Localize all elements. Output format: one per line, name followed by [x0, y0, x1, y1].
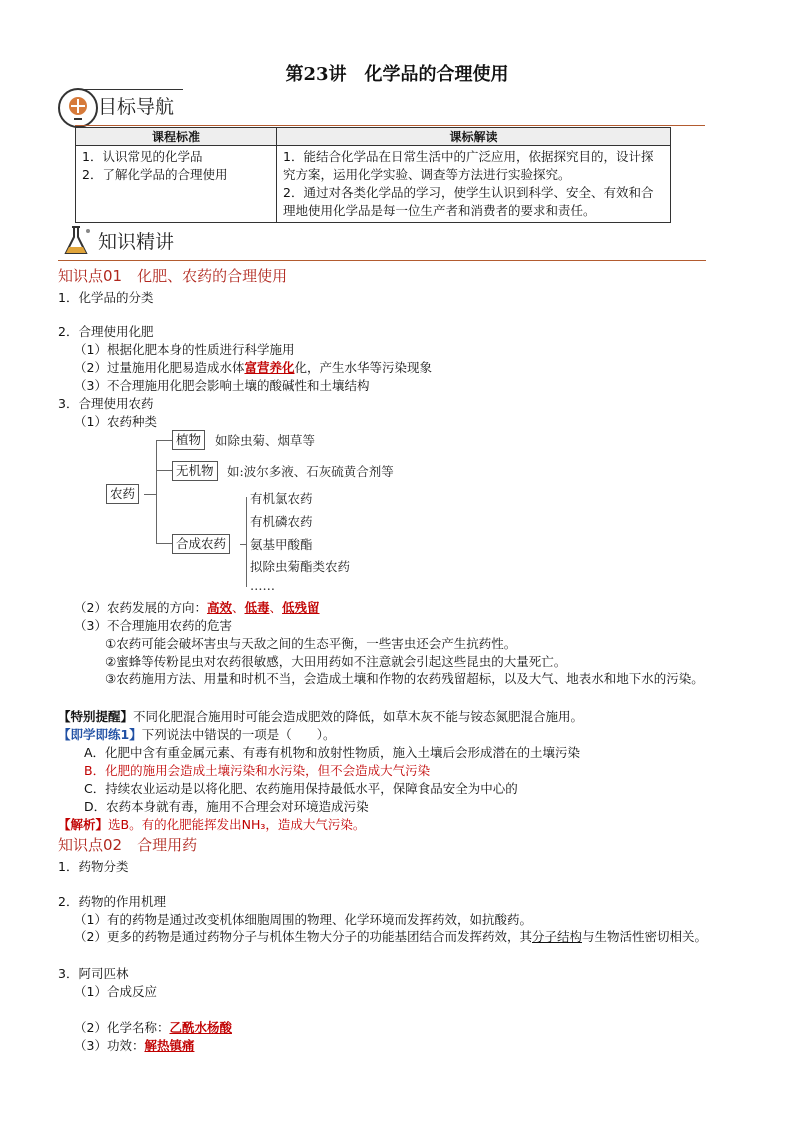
- tip-text: 不同化肥混合施用时可能会造成肥效的降低，如草木灰不能与铵态氮肥混合施用。: [133, 709, 584, 724]
- interpretation-item: 2．通过对各类化学品的学习，使学生认识到科学、安全、有效和合理地使用化学品是每一位生产者和消费者的要求和责任。: [283, 185, 654, 218]
- exercise-question: [58, 725, 335, 743]
- text: 与生物活性密切相关。: [581, 929, 707, 944]
- tree-root: 农药: [106, 484, 139, 504]
- key-term: 乙酰水杨酸: [169, 1020, 232, 1035]
- kp1-line: （1）农药种类: [74, 414, 157, 429]
- option-a: A．化肥中含有重金属元素、有毒有机物和放射性物质，施入土壤后会形成潜在的土壤污染: [84, 745, 581, 760]
- title-underline-left: [83, 89, 183, 90]
- tree-branch-plant: 植物: [172, 430, 205, 450]
- text: （2）过量施用化肥易造成水体: [74, 360, 245, 375]
- tree-leaf: 氨基甲酸酯: [250, 537, 313, 552]
- tree-line: [156, 440, 157, 544]
- tree-branch-synthetic: 合成农药: [172, 534, 230, 554]
- kp2-line: （1）有的药物是通过改变机体细胞周围的物理、化学环境而发挥药效，如抗酸药。: [74, 912, 532, 927]
- exercise-label: 【即学即练1】: [58, 727, 142, 742]
- kp2-line: 1．药物分类: [58, 859, 129, 874]
- answer-text: 选B。有的化肥能挥发出NH₃，造成大气污染。: [108, 817, 366, 832]
- kp1-title: 知识点01 化肥、农药的合理使用: [58, 267, 288, 285]
- kp1-line: [74, 598, 320, 616]
- tree-branch-text: 如除虫菊、烟草等: [215, 433, 316, 448]
- key-term: 分子结构: [531, 929, 582, 944]
- key-term: 解热镇痛: [144, 1038, 195, 1053]
- brain-head-icon: [58, 88, 98, 128]
- tree-line: [156, 440, 172, 441]
- tree-line: [144, 494, 156, 495]
- standard-item: 2．了解化学品的合理使用: [82, 167, 228, 182]
- tip-label: 【特别提醒】: [58, 709, 134, 724]
- tree-branch-inorganic: 无机物: [172, 461, 218, 481]
- key-term: 高效: [206, 600, 232, 615]
- separator: 、: [269, 600, 283, 615]
- section-knowledge-title: 知识精讲: [98, 231, 175, 253]
- kp2-line: [74, 1018, 232, 1036]
- option-c: C．持续农业运动是以将化肥、农药施用保持最低水平，保障食品安全为中心的: [84, 781, 518, 796]
- interpretation-item: 1．能结合化学品在日常生活中的广泛应用，依据探究目的，设计探究方案，运用化学实验、调查等方法进行实验探究。: [283, 149, 654, 182]
- key-term: 富营养化: [244, 360, 295, 375]
- kp2-line: 2．药物的作用机理: [58, 894, 166, 909]
- text: （2）农药发展的方向：: [74, 600, 207, 615]
- table-header-interpretation: 课标解读: [277, 128, 671, 146]
- kp1-line: ①农药可能会破坏害虫与天敌之间的生态平衡，一些害虫还会产生抗药性。: [105, 636, 517, 651]
- separator: 、: [231, 600, 245, 615]
- kp1-line: （1）根据化肥本身的性质进行科学施用: [74, 342, 295, 357]
- tree-leaf: 有机氯农药: [250, 491, 313, 506]
- answer-analysis: [58, 815, 365, 833]
- kp2-line: （1）合成反应: [74, 984, 157, 999]
- section-goal-rule: [75, 125, 705, 126]
- answer-label: 【解析】: [58, 817, 109, 832]
- tree-leaf: 有机磷农药: [250, 514, 313, 529]
- key-term: 低残留: [282, 600, 320, 615]
- tree-branch-text: 如:波尔多液、石灰硫黄合剂等: [227, 464, 394, 479]
- kp1-line: [74, 358, 432, 376]
- key-term: 低毒: [244, 600, 270, 615]
- section-goal-title: 目标导航: [98, 96, 175, 118]
- option-b: B．化肥的施用会造成土壤污染和水污染，但不会造成大气污染: [84, 763, 431, 778]
- kp1-line: 3．合理使用农药: [58, 396, 154, 411]
- interpretation-cell: [277, 146, 671, 223]
- text: （2）更多的药物是通过药物分子与机体生物大分子的功能基团结合而发挥药效，其: [74, 929, 532, 944]
- text: （2）化学名称：: [74, 1020, 170, 1035]
- kp2-line: 3．阿司匹林: [58, 966, 129, 981]
- exercise-text: 下列说法中错误的一项是（ ）。: [141, 727, 336, 742]
- kp2-line: [74, 1036, 194, 1054]
- tree-leaf: 拟除虫菊酯类农药: [250, 559, 351, 574]
- kp1-line: 2．合理使用化肥: [58, 324, 154, 339]
- tree-line: [156, 543, 172, 544]
- kp1-line: 1．化学品的分类: [58, 290, 154, 305]
- option-d: D．农药本身就有毒，施用不合理会对环境造成污染: [84, 799, 369, 814]
- kp1-line: ②蜜蜂等传粉昆虫对农药很敏感，大田用药如不注意就会引起这些昆虫的大量死亡。: [105, 654, 567, 669]
- text: 化，产生水华等污染现象: [294, 360, 432, 375]
- kp1-line: （3）不合理施用化肥会影响土壤的酸碱性和土壤结构: [74, 378, 370, 393]
- special-tip: [58, 707, 583, 725]
- kp1-line: （3）不合理施用农药的危害: [74, 618, 232, 633]
- page-title: 第23讲 化学品的合理使用: [285, 64, 509, 85]
- standards-cell: [76, 146, 277, 223]
- standard-item: 1．认识常见的化学品: [82, 149, 203, 164]
- tree-line: [246, 497, 247, 587]
- tree-line: [156, 470, 172, 471]
- kp2-line: [58, 928, 742, 946]
- standards-table: [75, 127, 671, 223]
- table-header-standard: 课程标准: [76, 128, 277, 146]
- flask-icon: [58, 223, 94, 259]
- text: （3）功效：: [74, 1038, 145, 1053]
- tree-leaf: ……: [250, 578, 275, 593]
- section-knowledge-rule: [58, 260, 706, 261]
- kp2-title: 知识点02 合理用药: [58, 836, 198, 854]
- kp1-line: ③农药施用方法、用量和时机不当，会造成土壤和作物的农药残留超标，以及大气、地表水和地下水的污染。: [105, 671, 704, 686]
